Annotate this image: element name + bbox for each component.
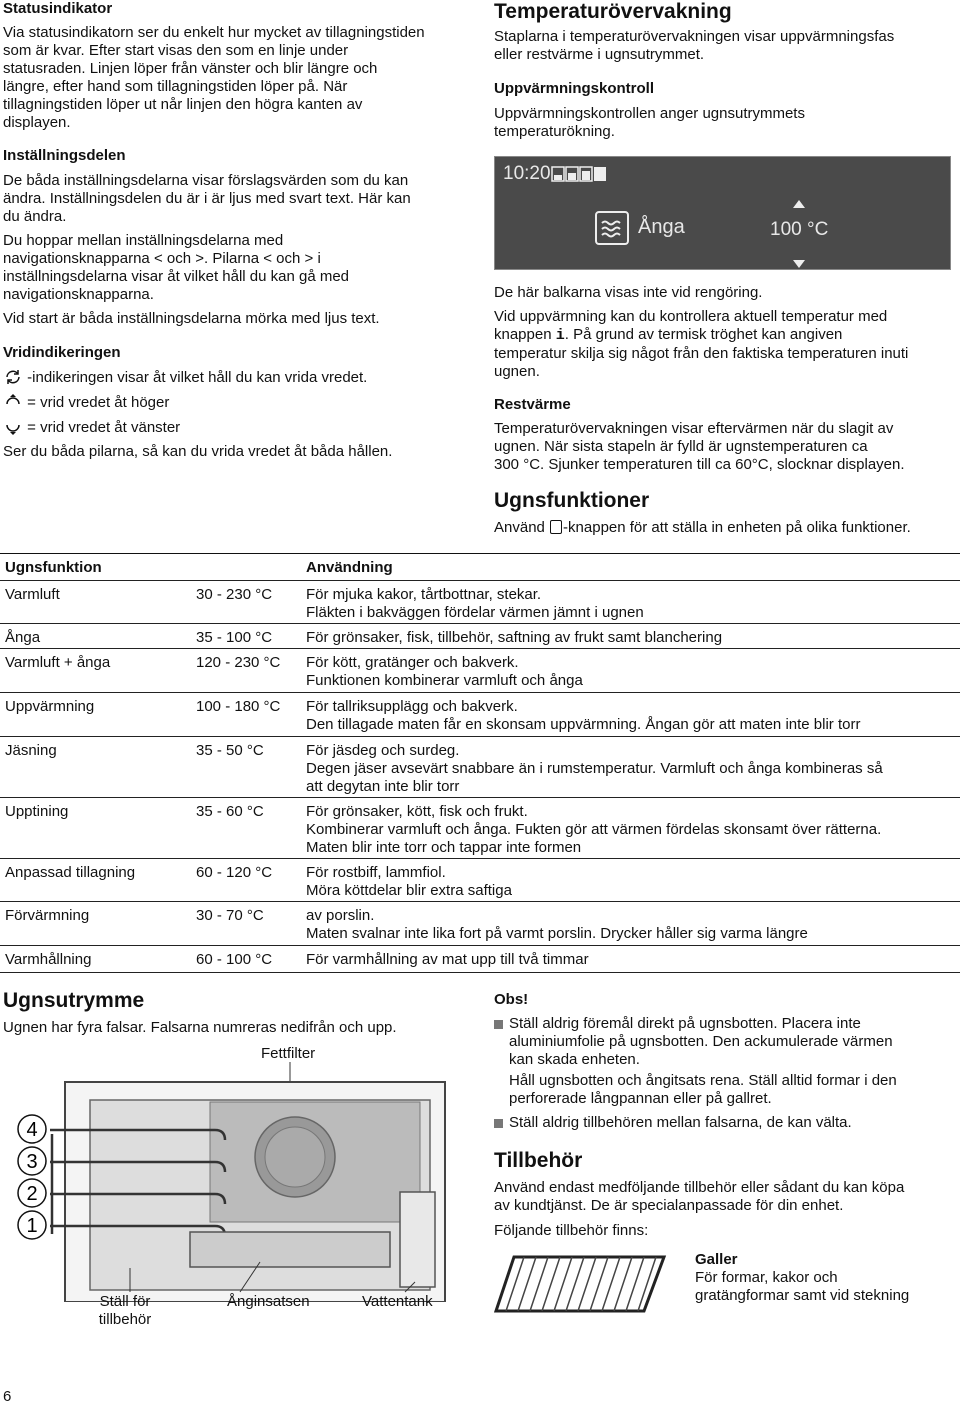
rotary-text: -indikeringen visar åt vilket håll du kan vrida vredet. = vrid vredet åt höger = vrid vredet åt vänster Ser du båda pilarna, så kan du vrida vredet åt båda hållen. (3, 369, 393, 460)
up-arrow-icon (793, 195, 805, 213)
table-row: Förvärmning 30 - 70 °C av porslin. Maten svalnar inte lika fort på varmt porslin. Drycker håller sig varma längre (0, 901, 960, 944)
level-1-icon (16, 1209, 48, 1246)
wire-rack-icon (494, 1249, 669, 1324)
table-header-function: Ugnsfunktion (5, 559, 102, 576)
cavity-title: Ugnsutrymme (3, 989, 145, 1012)
label-rack: Ställ för tillbehör (98, 1293, 152, 1328)
settings-text: De båda inställningsdelarna visar förslagsvärden som du kan ändra. Inställningsdelen du är i är ljus med svart text. Här kan du ändra. (3, 172, 411, 225)
oven-cavity-illustration (10, 1062, 450, 1307)
label-fettfilter: Fettfilter (261, 1045, 316, 1062)
chevron-left-icon: < (153, 250, 163, 267)
settings-start-text: Vid start är båda inställningsdelarna mörka med ljus text. (3, 310, 380, 327)
temperature-bars-icon (551, 165, 609, 188)
display-temperature: 100 °C (770, 219, 829, 240)
rotary-title: Vridindikeringen (3, 344, 121, 361)
table-row: Uppvärmning 100 - 180 °C För tallriksupplägg och bakverk. Den tillagade maten får en skonsam uppvärmning. Ångan gör att maten inte blir torr (0, 692, 960, 735)
settings-title: Inställningsdelen (3, 147, 126, 164)
label-water-tank: Vattentank (362, 1293, 433, 1310)
list-item: Ställ aldrig tillbehören mellan falsarna, de kan välta. (494, 1114, 956, 1132)
table-row: Varmluft + ånga 120 - 230 °C För kött, gratänger och bakverk. Funktionen kombinerar varmluft och ånga (0, 648, 960, 691)
rotary-both-icon (3, 369, 27, 386)
cavity-intro: Ugnen har fyra falsar. Falsarna numreras nedifrån och upp. (3, 1019, 397, 1036)
svg-text:2: 2 (26, 1183, 38, 1205)
wire-rack-description: Galler För formar, kakor och gratängformar samt vid stekning (695, 1251, 910, 1304)
info-button-icon: i (555, 327, 565, 344)
functions-title: Ugnsfunktioner (494, 489, 650, 512)
svg-text:3: 3 (26, 1151, 38, 1173)
residual-title: Restvärme (494, 396, 571, 413)
status-title: Statusindikator (3, 0, 113, 17)
chevron-right-icon: > (195, 250, 205, 267)
status-text: Via statusindikatorn ser du enkelt hur mycket av tillagningstiden som är kvar. Efter start visas den som en linje under statusraden. Linjen löper från vänster och blir längre och längre, efter hand som tillagningstiden löper på. När tillagningstiden löper ut når linjen den högra kanten av displayen. (3, 24, 425, 131)
table-row: Varmluft 30 - 230 °C För mjuka kakor, tårtbottnar, stekar. Fläkten i bakväggen fördelar värmen jämnt i ugnen (0, 580, 960, 623)
rotary-left-icon (3, 419, 27, 436)
obs-title: Obs! (494, 991, 529, 1008)
display-mode: Ånga (638, 216, 685, 238)
display-time: 10:20 (503, 163, 551, 184)
table-header-use: Användning (306, 559, 393, 576)
heat-info-text: Vid uppvärmning kan du kontrollera aktuell temperatur med knappen i. På grund av termisk tröghet kan angiven temperatur skilja sig något från den faktiska temperaturen inuti ugnen. (494, 308, 909, 380)
svg-text:4: 4 (26, 1119, 38, 1141)
obs-list (494, 1015, 956, 1132)
no-bars-cleaning-text: De här balkarna visas inte vid rengöring. (494, 284, 763, 301)
accessories-list-intro: Följande tillbehör finns: (494, 1222, 649, 1239)
table-row: Jäsning 35 - 50 °C För jäsdeg och surdeg. Degen jäser avsevärt snabbare än i rumstemperatur. Varmluft och ånga kombineras så att degytan inte blir torr (0, 736, 960, 797)
bullet-icon (494, 1119, 503, 1128)
steam-mode-icon (595, 211, 629, 250)
residual-text: Temperaturövervakningen visar eftervärmen när du slagit av ugnen. När sista stapeln är fylld är ugnstemperaturen ca 300 °C. Sjunker temperaturen till ca 60°C, slocknar displayen. (494, 420, 905, 473)
page-number: 6 (3, 1388, 12, 1405)
chevron-right-icon: > (304, 250, 314, 267)
settings-navigation-text: Du hoppar mellan inställningsdelarna med navigationsknapparna < och >. Pilarna < och > i inställningsdelarna visar åt vilket håll du kan gå med navigationsknapparna. (3, 232, 350, 303)
table-row: Varmhållning 60 - 100 °C För varmhållning av mat upp till två timmar (0, 945, 960, 973)
temp-title: Temperaturövervakning (494, 0, 732, 23)
list-item: Ställ aldrig föremål direkt på ugnsbotten. Placera inte aluminiumfolie på ugnsbotten. Den ackumulerade värmen kan skada enheten. Håll ugnsbotten och ångitsats rena. Ställ alltid formar i den perforerade långpannan eller på gallret. (494, 1015, 956, 1108)
function-button-icon (550, 520, 562, 534)
accessories-text: Använd endast medföljande tillbehör eller sådant du kan köpa av kundtjänst. De är specialanpassade för din enhet. (494, 1179, 905, 1214)
rotary-right-icon (3, 394, 27, 411)
bullet-icon (494, 1020, 503, 1029)
accessories-title: Tillbehör (494, 1149, 583, 1172)
table-row: Anpassad tillagning 60 - 120 °C För rostbiff, lammfiol. Möra köttdelar blir extra saftiga (0, 858, 960, 901)
down-arrow-icon (793, 255, 805, 273)
table-row: Upptining 35 - 60 °C För grönsaker, kött, fisk och frukt. Kombinerar varmluft och ånga. Fukten gör att värmen fördelas skonsamt över rätterna. Maten blir inte torr och tappar inte formen (0, 797, 960, 858)
svg-text:1: 1 (26, 1215, 38, 1237)
heat-control-title: Uppvärmningskontroll (494, 80, 655, 97)
table-header (0, 553, 960, 581)
chevron-left-icon: < (263, 250, 272, 267)
heat-control-text: Uppvärmningskontrollen anger ugnsutrymmets temperaturökning. (494, 105, 805, 140)
oven-display (494, 156, 951, 270)
table-row: Ånga 35 - 100 °C För grönsaker, fisk, tillbehör, saftning av frukt samt blanchering (0, 623, 960, 649)
temp-text: Staplarna i temperaturövervakningen visar uppvärmningsfas eller restvärme i ugnsutrymmet. (494, 28, 895, 63)
label-steam-insert: Ånginsatsen (227, 1293, 310, 1310)
functions-text: Använd -knappen för att ställa in enheten på olika funktioner. (494, 519, 911, 536)
